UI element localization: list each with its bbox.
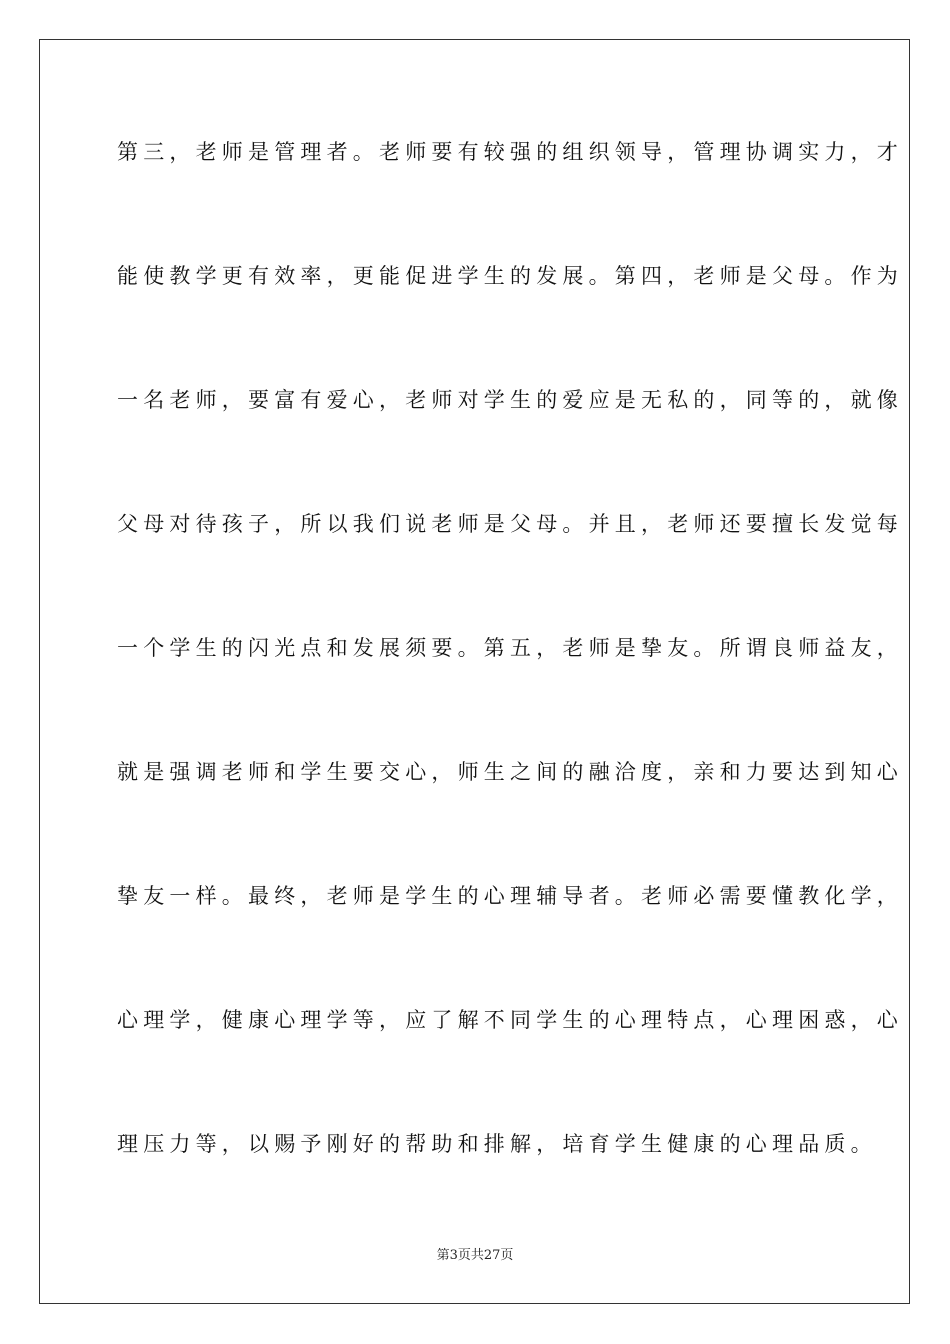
- text-line-5: 一个学生的闪光点和发展须要。第五，老师是挚友。所谓良师益友，: [117, 636, 903, 660]
- text-line-1: 第三，老师是管理者。老师要有较强的组织领导，管理协调实力，才: [117, 140, 903, 164]
- text-line-8: 心理学，健康心理学等，应了解不同学生的心理特点，心理困惑，心: [117, 1008, 903, 1032]
- text-line-6: 就是强调老师和学生要交心，师生之间的融洽度，亲和力要达到知心: [117, 760, 903, 784]
- text-line-3: 一名老师，要富有爱心，老师对学生的爱应是无私的，同等的，就像: [117, 388, 903, 412]
- total-pages: 共27页: [470, 1248, 514, 1263]
- page-number: 第3页: [436, 1248, 471, 1263]
- text-line-4: 父母对待孩子，所以我们说老师是父母。并且，老师还要擅长发觉每: [117, 512, 903, 536]
- text-line-7: 挚友一样。最终，老师是学生的心理辅导者。老师必需要懂教化学，: [117, 884, 903, 908]
- page-footer: [0, 1246, 950, 1266]
- body-text: [117, 124, 903, 1240]
- text-line-9: 理压力等，以赐予刚好的帮助和排解，培育学生健康的心理品质。: [117, 1132, 877, 1156]
- text-line-2: 能使教学更有效率，更能促进学生的发展。第四，老师是父母。作为: [117, 264, 903, 288]
